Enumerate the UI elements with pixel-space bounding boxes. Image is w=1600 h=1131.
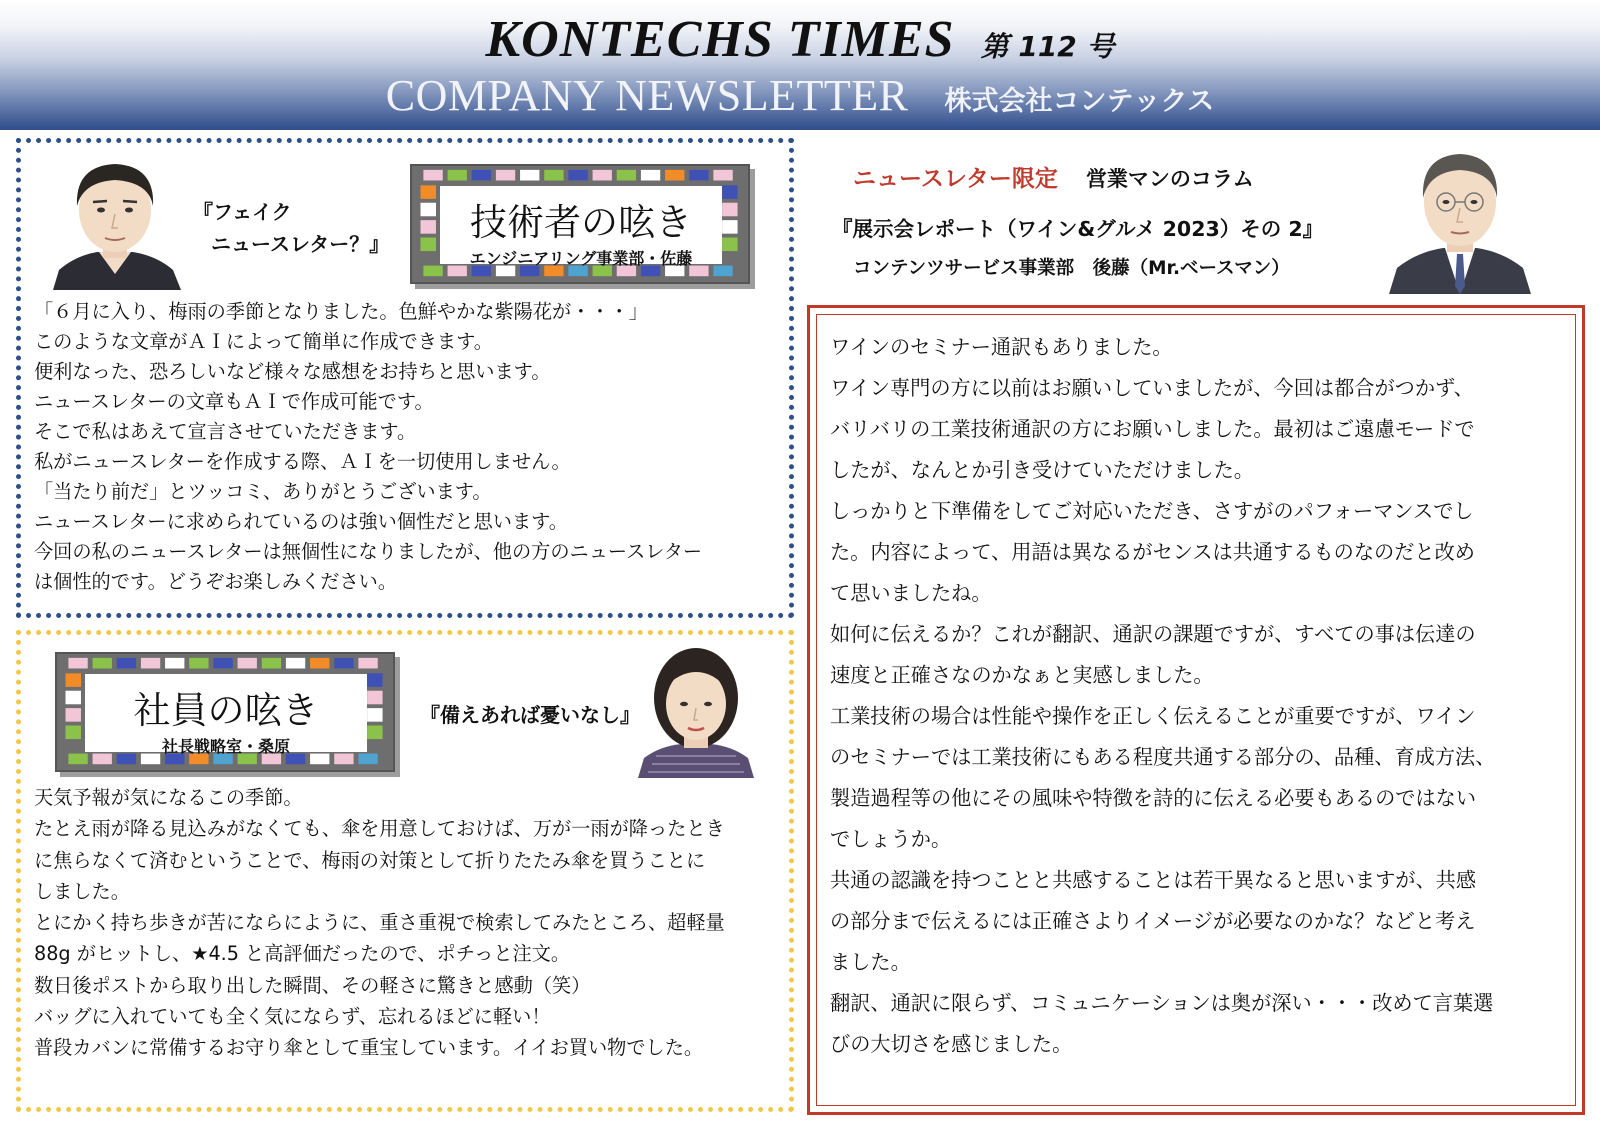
company-name: 株式会社コンテックス [944, 86, 1215, 117]
staff-paragraph: しました。 [34, 879, 130, 903]
staff-frame-subtitle: 社長戦略室・桑原 [161, 737, 290, 756]
staff-body [34, 782, 725, 1064]
sales-paragraph: た。内容によって、用語は異なるがセンスは共通するものなのだと改め [830, 540, 1475, 564]
tech-quote-line-2: ニュースレター？』 [211, 232, 390, 256]
staff-paragraph: 天気予報が気になるこの季節。 [34, 786, 303, 809]
issue-number: 第 112 号 [980, 30, 1115, 63]
sales-paragraph: 製造過程等の他にその風味や特徴を詩的に伝える必要もあるのではない [830, 786, 1477, 810]
sales-paragraph: て思いましたね。 [830, 581, 992, 605]
tech-title-frame [410, 164, 750, 284]
sales-report-title: 『展示会レポート（ワイン&グルメ 2023）その 2』 [832, 217, 1324, 241]
tech-quote [193, 196, 389, 260]
sales-paragraph: しっかりと下準備をしてご対応いただき、さすがのパフォーマンスでし [830, 499, 1474, 523]
title-row [0, 10, 1600, 69]
sales-paragraph: のセミナーでは工業技術にもある程度共通する部分の、品種、育成方法、 [830, 745, 1496, 769]
staff-paragraph: に焦らなくて済むということで、梅雨の対策として折りたたみ傘を買うことに [34, 848, 706, 872]
sales-author: コンテンツサービス事業部 後藤（Mr.ベースマン） [853, 258, 1290, 279]
sales-paragraph: ワインのセミナー通訳もありました。 [830, 335, 1173, 359]
sales-paragraph: 共通の認識を持つことと共感することは若干異なると思いますが、共感 [830, 868, 1477, 892]
sales-paragraph: 翻訳、通訳に限らず、コミュニケーションは奥が深い・・・改めて言葉選 [830, 991, 1494, 1015]
newsletter-limited-label: ニュースレター限定 [853, 166, 1058, 192]
tech-paragraph: ニュースレターに求められているのは強い個性だと思います。 [34, 510, 568, 533]
newsletter-title: KONTECHS TIMES [485, 11, 955, 68]
sales-paragraph: ワイン専門の方に以前はお願いしていましたが、今回は都合がつかず、 [830, 376, 1474, 400]
sales-paragraph: でしょうか。 [830, 827, 952, 851]
tech-paragraph: 「当たり前だ」とツッコミ、ありがとうございます。 [34, 480, 492, 503]
sales-heading [853, 160, 1254, 193]
staff-portrait [626, 646, 766, 778]
tech-paragraph: このような文章がＡＩによって簡単に作成できます。 [34, 330, 493, 353]
tech-paragraph: ニュースレターの文章もＡＩで作成可能です。 [34, 390, 434, 413]
tech-body [34, 297, 702, 597]
staff-paragraph: 普段カバンに常備するお守り傘として重宝しています。イイお買い物でした。 [34, 1036, 704, 1060]
staff-frame-title: 社員の呟き [133, 689, 319, 732]
tech-frame-subtitle: エンジニアリング事業部・佐藤 [469, 249, 693, 268]
staff-title-frame [55, 652, 395, 772]
sales-paragraph: ました。 [830, 950, 911, 974]
tech-paragraph: 今回の私のニュースレターは無個性になりましたが、他の方のニュースレター [34, 540, 703, 563]
engineer-portrait [45, 158, 185, 290]
sales-body [830, 327, 1495, 1065]
staff-quote: 『備えあれば憂いなし』 [420, 703, 640, 727]
staff-paragraph: とにかく持ち歩きが苦にならにように、重さ重視で検索してみたところ、超軽量 [34, 911, 725, 935]
sales-paragraph: 速度と正確さなのかなぁと実感しました。 [830, 663, 1214, 687]
staff-paragraph: バッグに入れていても全く気にならず、忘れるほどに軽い！ [34, 1005, 551, 1029]
tech-paragraph: は個性的です。どうぞお楽しみください。 [34, 570, 398, 593]
sales-paragraph: 如何に伝えるか？これが翻訳、通訳の課題ですが、すべての事は伝達の [830, 622, 1476, 646]
staff-paragraph: 88g がヒットし、★4.5 と高評価だったので、ポチっと注文。 [34, 942, 571, 966]
sales-paragraph: 工業技術の場合は性能や操作を正しく伝えることが重要ですが、ワイン [830, 704, 1476, 728]
tech-paragraph: 「６月に入り、梅雨の季節となりました。色鮮やかな紫陽花が・・・」 [34, 300, 648, 323]
sales-paragraph: の部分まで伝えるには正確さよりイメージが必要なのかな？などと考え [830, 909, 1476, 933]
newsletter-subtitle: COMPANY NEWSLETTER [385, 71, 909, 120]
masthead [0, 0, 1600, 130]
staff-paragraph: たとえ雨が降る見込みがなくても、傘を用意しておけば、万が一雨が降ったとき [34, 817, 725, 841]
staff-paragraph: 数日後ポストから取り出した瞬間、その軽さに驚きと感動（笑） [34, 973, 591, 997]
tech-frame-title: 技術者の呟き [470, 201, 692, 244]
subtitle-row [0, 70, 1600, 121]
tech-paragraph: 私がニュースレターを作成する際、ＡＩを一切使用しません。 [34, 450, 571, 473]
tech-paragraph: 便利なった、恐ろしいなど様々な感想をお持ちと思います。 [34, 360, 551, 383]
tech-quote-line-1: 『フェイク [193, 200, 292, 224]
sales-paragraph: バリバリの工業技術通訳の方にお願いしました。最初はご遠慮モードで [830, 417, 1475, 441]
sales-column-label: 営業マンのコラム [1085, 167, 1254, 191]
staff-frame-label [85, 674, 367, 756]
salesman-portrait [1385, 146, 1535, 294]
tech-frame-label [440, 186, 722, 268]
tech-paragraph: そこで私はあえて宣言させていただきます。 [34, 420, 417, 443]
sales-paragraph: びの大切さを感じました。 [830, 1032, 1073, 1056]
sales-paragraph: したが、なんとか引き受けていただけました。 [830, 458, 1254, 482]
